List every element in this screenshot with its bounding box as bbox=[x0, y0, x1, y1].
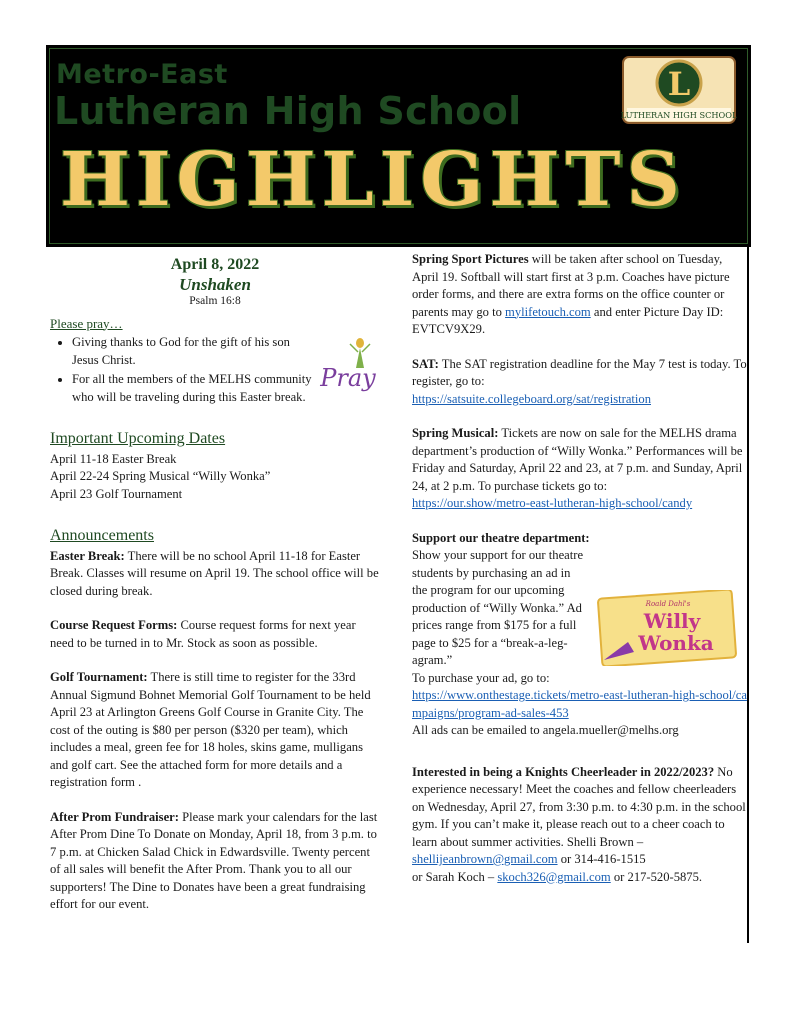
pictures-label: Spring Sport Pictures bbox=[412, 252, 529, 266]
school-name-line2: Lutheran High School bbox=[54, 89, 522, 133]
right-column bbox=[412, 251, 750, 886]
svg-text:Pray: Pray bbox=[320, 364, 376, 392]
masthead bbox=[46, 45, 751, 247]
lifetouch-link[interactable]: mylifetouch.com bbox=[505, 304, 591, 319]
musical-text: Tickets are now on sale for the MELHS drama department’s production of “Willy Wonka.” Performances will be Friday and Saturday, April 22 and 23, at 7 p.m. and Sunday, April 24, at 2 p.m. To purchase tickets go to: bbox=[412, 426, 743, 493]
theatre-purchase: To purchase your ad, go to: bbox=[412, 670, 550, 685]
left-column bbox=[50, 256, 380, 914]
theatre-link[interactable]: https://www.onthestage.tickets/metro-east-lutheran-high-school/campaigns/program-ad-sales-453 bbox=[412, 688, 747, 720]
svg-text:L: L bbox=[667, 65, 691, 103]
list-item: April 23 Golf Tournament bbox=[50, 486, 183, 501]
cheer-label: Interested in being a Knights Cheerleader in 2022/2023? bbox=[412, 764, 715, 779]
sarah-label: or Sarah Koch – bbox=[412, 869, 498, 884]
golf-label: Golf Tournament: bbox=[50, 670, 148, 684]
pictures-id-text: and enter Picture Day ID: EVTCV9X29. bbox=[412, 304, 724, 336]
theatre-label: Support our theatre department: bbox=[412, 530, 590, 545]
list-item: • For all the members of the MELHS community who will be traveling during this Easter break. bbox=[72, 371, 312, 406]
theatre-email: All ads can be emailed to angela.mueller@melhs.org bbox=[412, 723, 679, 737]
list-item: • Giving thanks to God for the gift of his son Jesus Christ. bbox=[72, 334, 312, 369]
prom-text: Please mark your calendars for the last After Prom Dine To Donate on Monday, April 18, from 3 p.m. to 7 p.m. at Chicken Salad Chick in Edwardsville. Twenty percent of all sales will benefit the After Prom. Thank you to all our supporters! The Dine to Donates have been a great fundraising effort for our event. bbox=[50, 809, 378, 911]
school-name-line1: Metro-East bbox=[56, 59, 228, 90]
musical-announcement bbox=[412, 425, 750, 513]
pray-list bbox=[50, 334, 312, 406]
school-logo-icon bbox=[621, 55, 737, 125]
shelli-email-link[interactable]: shellijeanbrown@gmail.com bbox=[412, 852, 558, 866]
cheer-text: No experience necessary! Meet the coaches and fellow cheerleaders on Wednesday, April 27, from 3:30 p.m. to 4:30 p.m. in the school gym. If you can’t make it, please reach out to a cheer coach to learn about summer activities. Shelli Brown – bbox=[412, 764, 746, 849]
announcements-heading: Announcements bbox=[50, 527, 154, 544]
weekly-theme: Unshaken bbox=[179, 274, 251, 294]
pray-icon bbox=[318, 334, 380, 392]
sat-label: SAT: bbox=[412, 356, 439, 371]
easter-label: Easter Break: bbox=[50, 548, 125, 563]
list-item: April 22-24 Spring Musical “Willy Wonka” bbox=[50, 469, 271, 483]
svg-text:Willy: Willy bbox=[643, 609, 701, 633]
prom-announcement bbox=[50, 809, 380, 914]
willy-wonka-icon bbox=[594, 590, 740, 666]
highlights-banner: HIGHLIGHTS bbox=[60, 137, 686, 223]
course-label: Course Request Forms: bbox=[50, 618, 178, 632]
cheer-announcement bbox=[412, 764, 750, 887]
pray-heading: Please pray… bbox=[50, 315, 123, 331]
musical-label: Spring Musical: bbox=[412, 426, 499, 440]
sat-text: The SAT registration deadline for the May 7 test is today. To register, go to: bbox=[412, 356, 747, 388]
golf-announcement bbox=[50, 669, 380, 792]
svg-text:Roald Dahl's: Roald Dahl's bbox=[645, 600, 691, 608]
svg-text:LUTHERAN HIGH SCHOOL: LUTHERAN HIGH SCHOOL bbox=[621, 110, 737, 120]
theatre-text: Show your support for our theatre students by purchasing an ad in the program for our upcoming production of “Willy Wonka.” Ad prices range from $175 for a full page to $25 for a “break-a-leg-agram.” bbox=[412, 548, 584, 667]
easter-text: There will be no school April 11-18 for Easter Break. Classes will resume on April 19. The school office will be closed during break. bbox=[50, 548, 379, 598]
sarah-email-link[interactable]: skoch326@gmail.com bbox=[497, 869, 611, 884]
dates-heading: Important Upcoming Dates bbox=[50, 430, 226, 447]
verse-reference: Psalm 16:8 bbox=[189, 295, 241, 307]
musical-link[interactable]: https://our.show/metro-east-lutheran-high-school/candy bbox=[412, 496, 693, 510]
easter-announcement bbox=[50, 548, 380, 601]
shelli-phone: or 314-416-1515 bbox=[557, 852, 646, 866]
pictures-announcement bbox=[412, 251, 750, 339]
sat-link[interactable]: https://satsuite.collegeboard.org/sat/registration bbox=[412, 391, 651, 406]
list-item: April 11-18 Easter Break bbox=[50, 451, 177, 466]
course-announcement bbox=[50, 617, 380, 652]
prom-label: After Prom Fundraiser: bbox=[50, 809, 179, 824]
pictures-text: will be taken after school on Tuesday, April 19. Softball will start first at 3 p.m. Coaches have picture order forms, and there are extra forms on the office counter or parents may go to bbox=[412, 252, 730, 319]
course-text: Course request forms for next year need to be turned in to Mr. Stock as soon as possible. bbox=[50, 618, 356, 650]
svg-text:Wonka: Wonka bbox=[638, 631, 714, 655]
golf-text: There is still time to register for the 33rd Annual Sigmund Bohnet Memorial Golf Tournament to be held April 23 at Arlington Greens Golf Course in Granite City. The cost of the outing is $80 per person ($320 per team), which includes a meal, green fee for 18 holes, skins game, mulligans and golf cart. See the attached form for more details and a registration form . bbox=[50, 670, 371, 789]
sarah-phone: or 217-520-5875. bbox=[610, 869, 703, 884]
issue-date: April 8, 2022 bbox=[170, 256, 260, 273]
sat-announcement bbox=[412, 356, 750, 409]
